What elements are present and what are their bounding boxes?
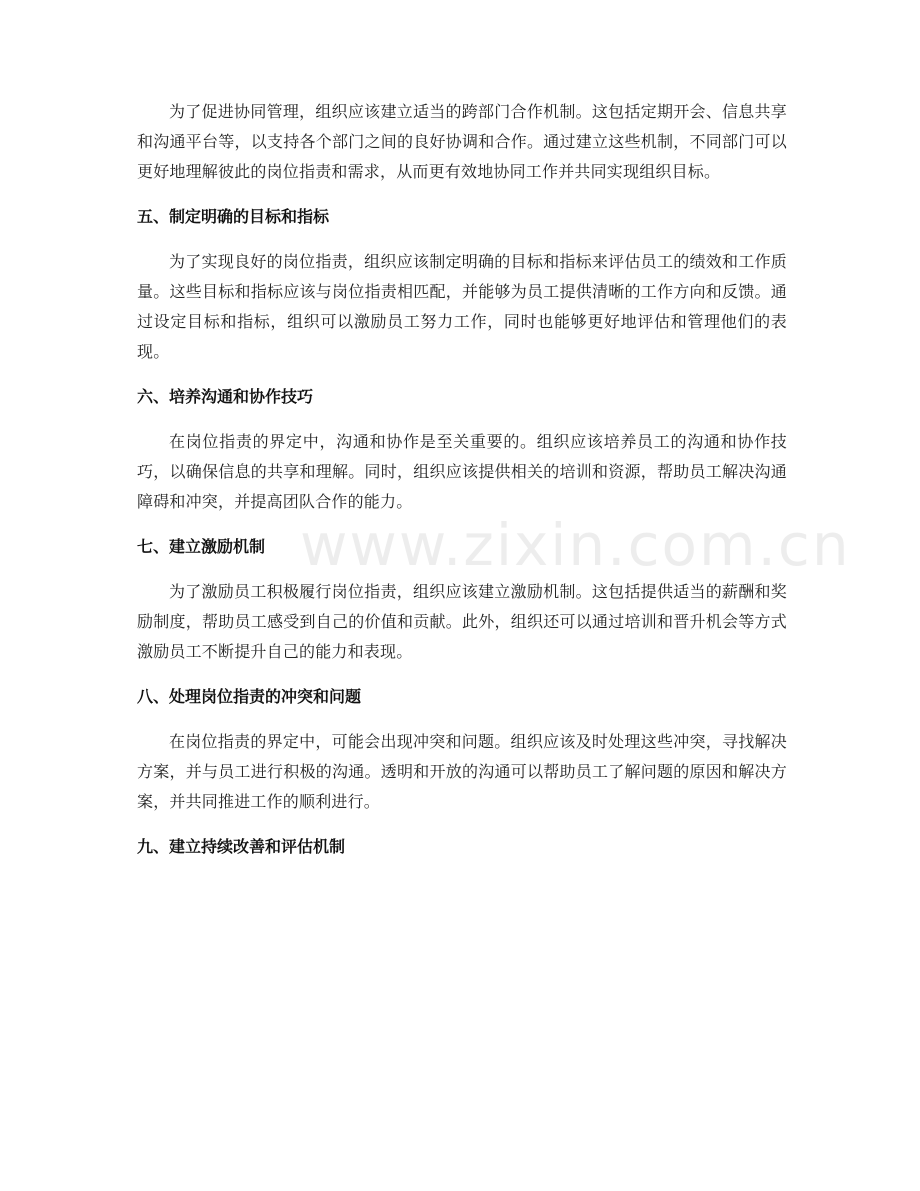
paragraph-conflict-handling: 在岗位指责的界定中，可能会出现冲突和问题。组织应该及时处理这些冲突，寻找解决方案，并与员工进行积极的沟通。透明和开放的沟通可以帮助员工了解问题的原因和解决方案，并共同推进工作的顺利进行。 <box>137 732 787 811</box>
paragraph-cross-department-cooperation: 为了促进协同管理，组织应该建立适当的跨部门合作机制。这包括定期开会、信息共享和沟通平台等，以支持各个部门之间的良好协调和合作。通过建立这些机制，不同部门可以更好地理解彼此的岗位指责和需求，从而更有效地协同工作并共同实现组织目标。 <box>137 102 787 181</box>
paragraph-communication-skills: 在岗位指责的界定中，沟通和协作是至关重要的。组织应该培养员工的沟通和协作技巧，以确保信息的共享和理解。同时，组织应该提供相关的培训和资源，帮助员工解决沟通障碍和冲突，并提高团队合作的能力。 <box>137 432 787 511</box>
heading-section-6: 六、培养沟通和协作技巧 <box>137 387 314 406</box>
paragraph-incentive-mechanism: 为了激励员工积极履行岗位指责，组织应该建立激励机制。这包括提供适当的薪酬和奖励制度，帮助员工感受到自己的价值和贡献。此外，组织还可以通过培训和晋升机会等方式激励员工不断提升自己的能力和表现。 <box>137 582 787 661</box>
paragraph-goals-and-metrics: 为了实现良好的岗位指责，组织应该制定明确的目标和指标来评估员工的绩效和工作质量。这些目标和指标应该与岗位指责相匹配，并能够为员工提供清晰的工作方向和反馈。通过设定目标和指标，组织可以激励员工努力工作，同时也能够更好地评估和管理他们的表现。 <box>137 252 787 361</box>
watermark-text: www.zixin.com.cn <box>300 511 851 579</box>
heading-section-9: 九、建立持续改善和评估机制 <box>137 837 346 856</box>
heading-section-8: 八、处理岗位指责的冲突和问题 <box>137 687 362 706</box>
heading-section-7: 七、建立激励机制 <box>137 537 266 556</box>
heading-section-5: 五、制定明确的目标和指标 <box>137 207 330 226</box>
document-body <box>137 97 851 877</box>
